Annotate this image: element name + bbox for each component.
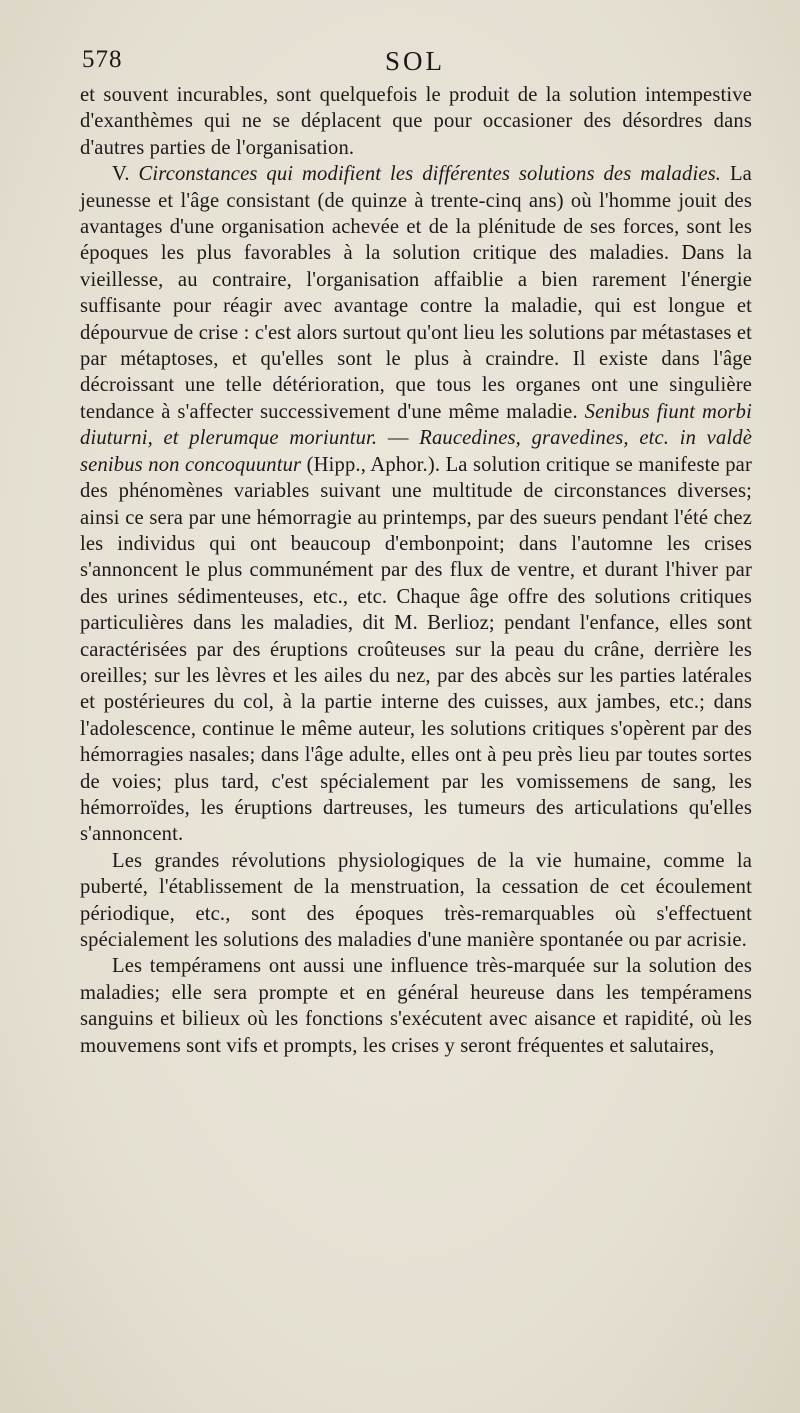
paragraph-text: La solution critique se manifeste par des phénomènes variables suivant une multitude de circonstances diverses; ainsi ce sera par une hémorragie au printemps, par des sueurs pendant l'été chez les individus qui ont beaucoup d'embonpoint; dans l'automne les crises s'annoncent le plus communément par des flux de ventre, et durant l'hiver par des urines sédimenteuses, etc., etc. Chaque âge offre des solutions critiques particulières dans les maladies, dit M. Berlioz; pendant l'enfance, elles sont caractérisées par des éruptions croûteuses sur la peau du crâne, derrière les oreilles; sur les lèvres et les ailes du nez, par des abcès sur les parties latérales et postérieures du col, à la partie interne des cuisses, aux jambes, etc.; dans l'adolescence, continue le même auteur, les solutions critiques s'opèrent par des hémorragies nasales; dans l'âge adulte, elles ont à peu près lieu par toutes sortes de voies; plus tard, c'est spécialement par les vomissemens de sang, les hémorroïdes, les éruptions dartreuses, les tumeurs des articulations qu'elles s'annoncent. bbox=[80, 453, 752, 846]
body-text bbox=[80, 82, 752, 1059]
dash-separator: — bbox=[377, 427, 420, 450]
paragraph-temperaments: Les tempéramens ont aussi une influence très-marquée sur la solution des maladies; elle sera prompte et en général heureuse dans les tempéramens sanguins et bilieux où les fonctions s'exécutent avec aisance et rapidité, où les mouvemens sont vifs et prompts, les crises y seront fréquentes et salutaires, bbox=[80, 955, 752, 1057]
paragraph-continuation: et souvent incurables, sont quelquefois le produit de la solution intempestive d'exanthèmes qui ne se déplacent que pour occasioner des désordres dans d'autres parties de l'organisation. bbox=[80, 84, 752, 159]
latin-quote: Raucedines, gravedines, etc. in valdè senibus non concoquuntur bbox=[80, 427, 753, 476]
latin-quote: Senibus fiunt morbi diuturni, et plerumque moriuntur. bbox=[80, 400, 752, 450]
page-number: 578 bbox=[82, 46, 123, 73]
paragraph-revolutions: Les grandes révolutions physiologiques de la vie humaine, comme la puberté, l'établissement de la menstruation, la cessation de cet écoulement périodique, etc., sont des époques très-remarquables où s'effectuent spécialement les solutions des maladies d'une manière spontanée ou par acrisie. bbox=[80, 849, 752, 951]
running-head: SOL bbox=[385, 46, 446, 76]
paragraph-text: La jeunesse et l'âge consistant (de quinze à trente-cinq ans) où l'homme jouit des avantages d'une organisation achevée et de la plénitude de ses forces, sont les époques les plus favorables à la solution critique des maladies. Dans la vieillesse, au contraire, l'organisation affaiblie a bien rarement l'énergie suffisante pour réagir avec avantage contre la maladie, qui est longue et dépourvue de crise : c'est alors surtout qu'ont lieu les solutions par métastases et par métaptoses, et qu'elles sont le plus à craindre. Il existe dans l'âge décroissant une telle détérioration, que tous les organes ont une singulière tendance à s'affecter successivement d'une même maladie. bbox=[80, 163, 752, 423]
section-heading: Circonstances qui modifient les différentes solutions des maladies. bbox=[138, 163, 722, 186]
citation: (Hipp., Aphor.). bbox=[306, 453, 441, 476]
page-header bbox=[82, 46, 752, 80]
paragraph-section-v bbox=[80, 161, 752, 848]
section-number: V. bbox=[112, 163, 130, 186]
